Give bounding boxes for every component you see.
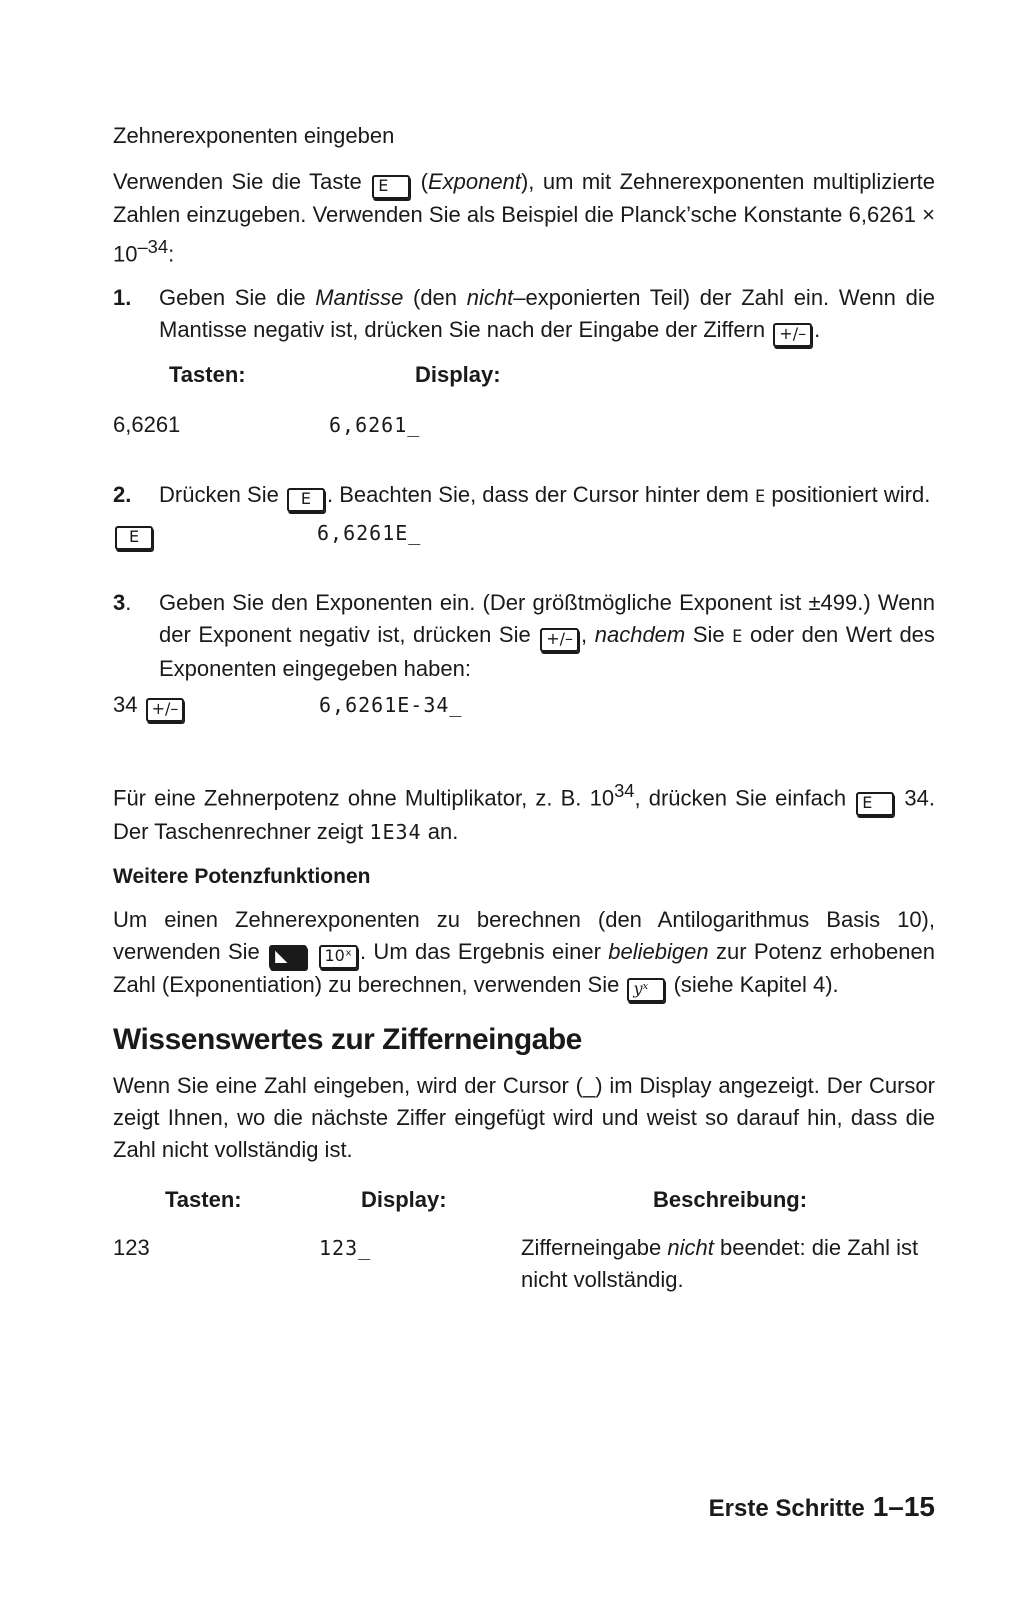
row-keys (113, 517, 155, 550)
y-power-x-key: yˣ (627, 978, 665, 1002)
table-header (113, 1184, 935, 1218)
step-number: 1. (113, 285, 132, 311)
e-key: E (372, 175, 410, 199)
manual-page (113, 120, 935, 1302)
row-display: 6,6261_ (329, 413, 421, 438)
plus-minus-key: +/– (773, 323, 812, 347)
e-key: E (856, 792, 894, 816)
column-header-description: Beschreibung: (653, 1186, 808, 1212)
tips-paragraph: Wenn Sie eine Zahl eingeben, wird der Cursor (_) im Display angezeigt. Der Cursor zeigt Ihnen, wo die nächste Ziffer eingefügt wird und weist so darauf hin, dass die Zahl nicht vollständig ist. (113, 1072, 935, 1162)
row-display: 6,6261E_ (317, 521, 422, 546)
ten-power-x-key: 10ˣ (319, 945, 358, 969)
page-number: 1–15 (872, 1491, 935, 1522)
e-key: E (287, 488, 325, 512)
plus-minus-key: +/– (146, 698, 185, 722)
table-row (113, 517, 935, 551)
page-footer (709, 1491, 935, 1525)
step-1: 1. Geben Sie die Mantisse (den nicht–exponierten Teil) der Zahl ein. Wenn die Mantisse negativ ist, drücken Sie nach der Eingabe der Ziffern +/– . (113, 282, 935, 347)
column-header-keys: Tasten: (165, 1186, 242, 1212)
intro-paragraph: Verwenden Sie die Taste E (Exponent), um mit Zehnerexponenten multiplizierte Zahlen einzugeben. Verwenden Sie als Beispiel die Planck’sche Konstante $6,6261 \times 10^{-34}$: (113, 169, 935, 267)
row-keys: 6,6261 (113, 412, 181, 438)
shift-key: ◣ (269, 945, 307, 969)
e-key: E (115, 526, 153, 550)
column-header-display: Display: (415, 362, 501, 388)
row-display: 123_ (319, 1235, 372, 1260)
step-3: 3. Geben Sie den Exponenten ein. (Der größtmögliche Exponent ist ±499.) Wenn der Exponent negativ ist, drücken Sie +/– , nachdem Sie E oder den Wert des Exponenten eingegeben haben: (113, 587, 935, 685)
chapter-name: Erste Schritte (708, 1495, 865, 1522)
further-paragraph: Um einen Zehnerexponenten zu berechnen (den Antilogarithmus Basis 10), verwenden Sie ◣ 10ˣ . Um das Ergebnis einer beliebigen zur Potenz erhobenen Zahl (Exponentiation) zu berechnen, verwenden Sie yˣ (siehe Kapitel 4). (113, 904, 935, 1002)
display-readout: 1E34 (369, 819, 422, 844)
table-row (113, 409, 935, 443)
column-header-keys: Tasten: (169, 362, 246, 388)
row-display: 6,6261E-34_ (319, 693, 463, 718)
step-2: 2. Drücken Sie E . Beachten Sie, dass der Cursor hinter dem E positioniert wird. (113, 479, 935, 513)
subsection-heading: Weitere Potenzfunktionen (113, 864, 371, 888)
table-row (113, 689, 935, 723)
power-paragraph: Für eine Zehnerpotenz ohne Multiplikator, z. B. $10^{34}$, drücken Sie einfach E 34. Der Taschenrechner zeigt 1E34 an. (113, 780, 935, 844)
section-title: Wissenswertes zur Zifferneingabe (113, 1022, 582, 1056)
row-description: Zifferneingabe nicht beendet: die Zahl ist nicht vollständig. (521, 1234, 919, 1292)
table-row (113, 1232, 935, 1302)
step-number: 3. (113, 590, 132, 616)
section-heading: Zehnerexponenten eingeben (113, 123, 395, 148)
table-header (113, 359, 935, 393)
row-keys: 123 (113, 1234, 150, 1260)
row-keys: 34 +/– (113, 689, 186, 722)
plus-minus-key: +/– (540, 628, 579, 652)
column-header-display: Display: (361, 1186, 447, 1212)
step-number: 2. (113, 482, 132, 508)
